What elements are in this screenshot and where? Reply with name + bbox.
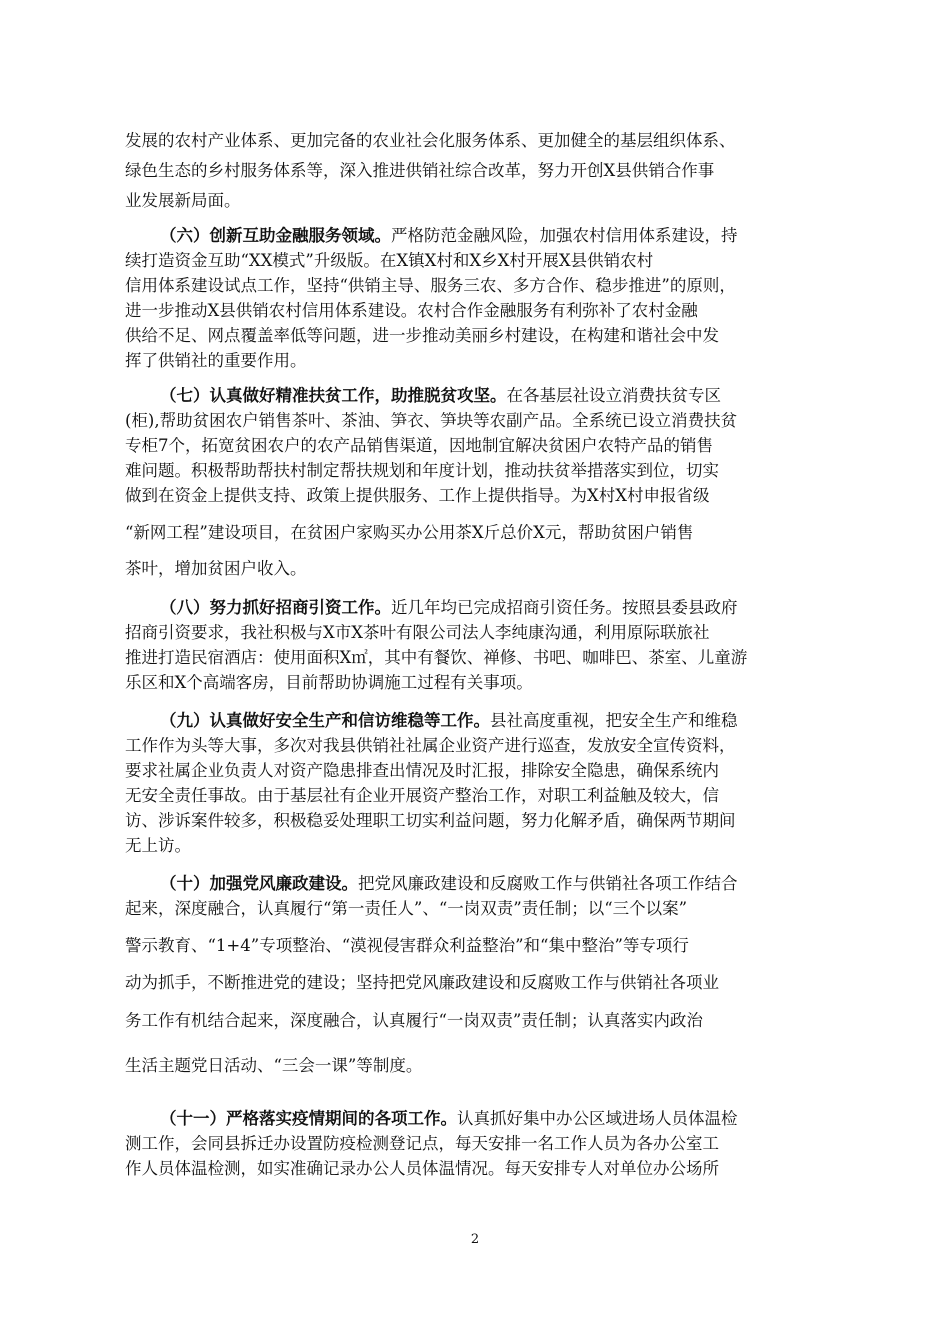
section-heading: （八）努力抓好招商引资工作。 <box>160 598 391 617</box>
paragraph-first-line <box>160 225 830 247</box>
text-line: 供给不足、网点覆盖率低等问题，进一步推动美丽乡村建设，在构建和谐社会中发 <box>125 326 719 345</box>
text-line: 无安全责任事故。由于基层社有企业开展资产整治工作，对职工利益触及较大，信 <box>125 786 719 805</box>
text-line: 乐区和X个高端客房，目前帮助协调施工过程有关事项。 <box>125 673 533 692</box>
section-heading: （九）认真做好安全生产和信访维稳等工作。 <box>160 711 490 730</box>
text-line: 发展的农村产业体系、更加完备的农业社会化服务体系、更加健全的基层组织体系、 <box>125 131 736 150</box>
text-line: 业发展新局面。 <box>125 191 241 210</box>
text-line: 生活主题党日活动、“三会一课”等制度。 <box>125 1056 423 1075</box>
text-run: 近几年均已完成招商引资任务。按照县委县政府 <box>391 598 738 617</box>
text-line: 无上访。 <box>125 836 191 855</box>
text-run: 认真抓好集中办公区域进场人员体温检 <box>457 1109 738 1128</box>
section-heading: （七）认真做好精准扶贫工作，助推脱贫攻坚。 <box>160 386 507 405</box>
text-line: 动为抓手，不断推进党的建设；坚持把党风廉政建设和反腐败工作与供销社各项业 <box>125 973 719 992</box>
section-heading: （十）加强党风廉政建设。 <box>160 874 358 893</box>
text-line: 难问题。积极帮助帮扶村制定帮扶规划和年度计划，推动扶贫举措落实到位，切实 <box>125 461 719 480</box>
page-number: 2 <box>470 1232 480 1247</box>
text-run: 在各基层社设立消费扶贫专区 <box>506 386 721 405</box>
text-line: 绿色生态的乡村服务体系等，深入推进供销社综合改革，努力开创X县供销合作事 <box>125 161 715 180</box>
text-line: “新网工程”建设项目，在贫困户家购买办公用茶X斤总价X元，帮助贫困户销售 <box>125 523 694 542</box>
text-line: 要求社属企业负责人对资产隐患排查出情况及时汇报，排除安全隐患，确保系统内 <box>125 761 719 780</box>
text-run: 严格防范金融风险，加强农村信用体系建设，持 <box>391 226 738 245</box>
text-line: 挥了供销社的重要作用。 <box>125 351 307 370</box>
text-line: 访、涉诉案件较多，积极稳妥处理职工切实利益问题，努力化解矛盾，确保两节期间 <box>125 811 736 830</box>
paragraph-first-line <box>160 873 830 895</box>
text-line: 务工作有机结合起来，深度融合，认真履行“一岗双责”责任制；认真落实内政治 <box>125 1011 703 1030</box>
paragraph-first-line <box>160 385 830 407</box>
text-line: 起来，深度融合，认真履行“第一责任人”、“一岗双责”责任制；以“三个以案” <box>125 899 688 918</box>
paragraph-first-line <box>160 597 830 619</box>
text-line: (柜),帮助贫困农户销售茶叶、茶油、笋衣、笋块等农副产品。全系统已设立消费扶贫 <box>125 411 738 430</box>
text-line: 招商引资要求，我社积极与X市X茶叶有限公司法人李纯康沟通，利用原际联旅社 <box>125 623 710 642</box>
text-line: 信用体系建设试点工作，坚持“供销主导、服务三农、多方合作、稳步推进”的原则， <box>125 276 736 295</box>
text-line: 工作作为头等大事，多次对我县供销社社属企业资产进行巡查，发放安全宣传资料， <box>125 736 736 755</box>
text-line: 进一步推动X县供销农村信用体系建设。农村合作金融服务有利弥补了农村金融 <box>125 301 698 320</box>
section-heading: （十一）严格落实疫情期间的各项工作。 <box>160 1109 457 1128</box>
section-heading: （六）创新互助金融服务领域。 <box>160 226 391 245</box>
text-line: 警示教育、“1+4”专项整治、“漠视侵害群众利益整治”和“集中整治”等专项行 <box>125 936 689 955</box>
text-line: 续打造资金互助“XX模式”升级版。在X镇X村和X乡X村开展X县供销农村 <box>125 251 654 270</box>
text-line: 茶叶，增加贫困户收入。 <box>125 559 307 578</box>
text-line: 测工作，会同县拆迁办设置防疫检测登记点，每天安排一名工作人员为各办公室工 <box>125 1134 719 1153</box>
text-line: 专柜7个，拓宽贫困农户的农产品销售渠道，因地制宜解决贫困户农特产品的销售 <box>125 436 713 455</box>
text-line: 作人员体温检测，如实准确记录办公人员体温情况。每天安排专人对单位办公场所 <box>125 1159 719 1178</box>
text-run: 把党风廉政建设和反腐败工作与供销社各项工作结合 <box>358 874 738 893</box>
paragraph-first-line <box>160 1108 830 1130</box>
text-run: 县社高度重视，把安全生产和维稳 <box>490 711 738 730</box>
paragraph-first-line <box>160 710 830 732</box>
text-line: 推进打造民宿酒店：使用面积X㎡，其中有餐饮、禅修、书吧、咖啡巴、茶室、儿童游 <box>125 648 748 667</box>
text-line: 做到在资金上提供支持、政策上提供服务、工作上提供指导。为X村X村申报省级 <box>125 486 710 505</box>
